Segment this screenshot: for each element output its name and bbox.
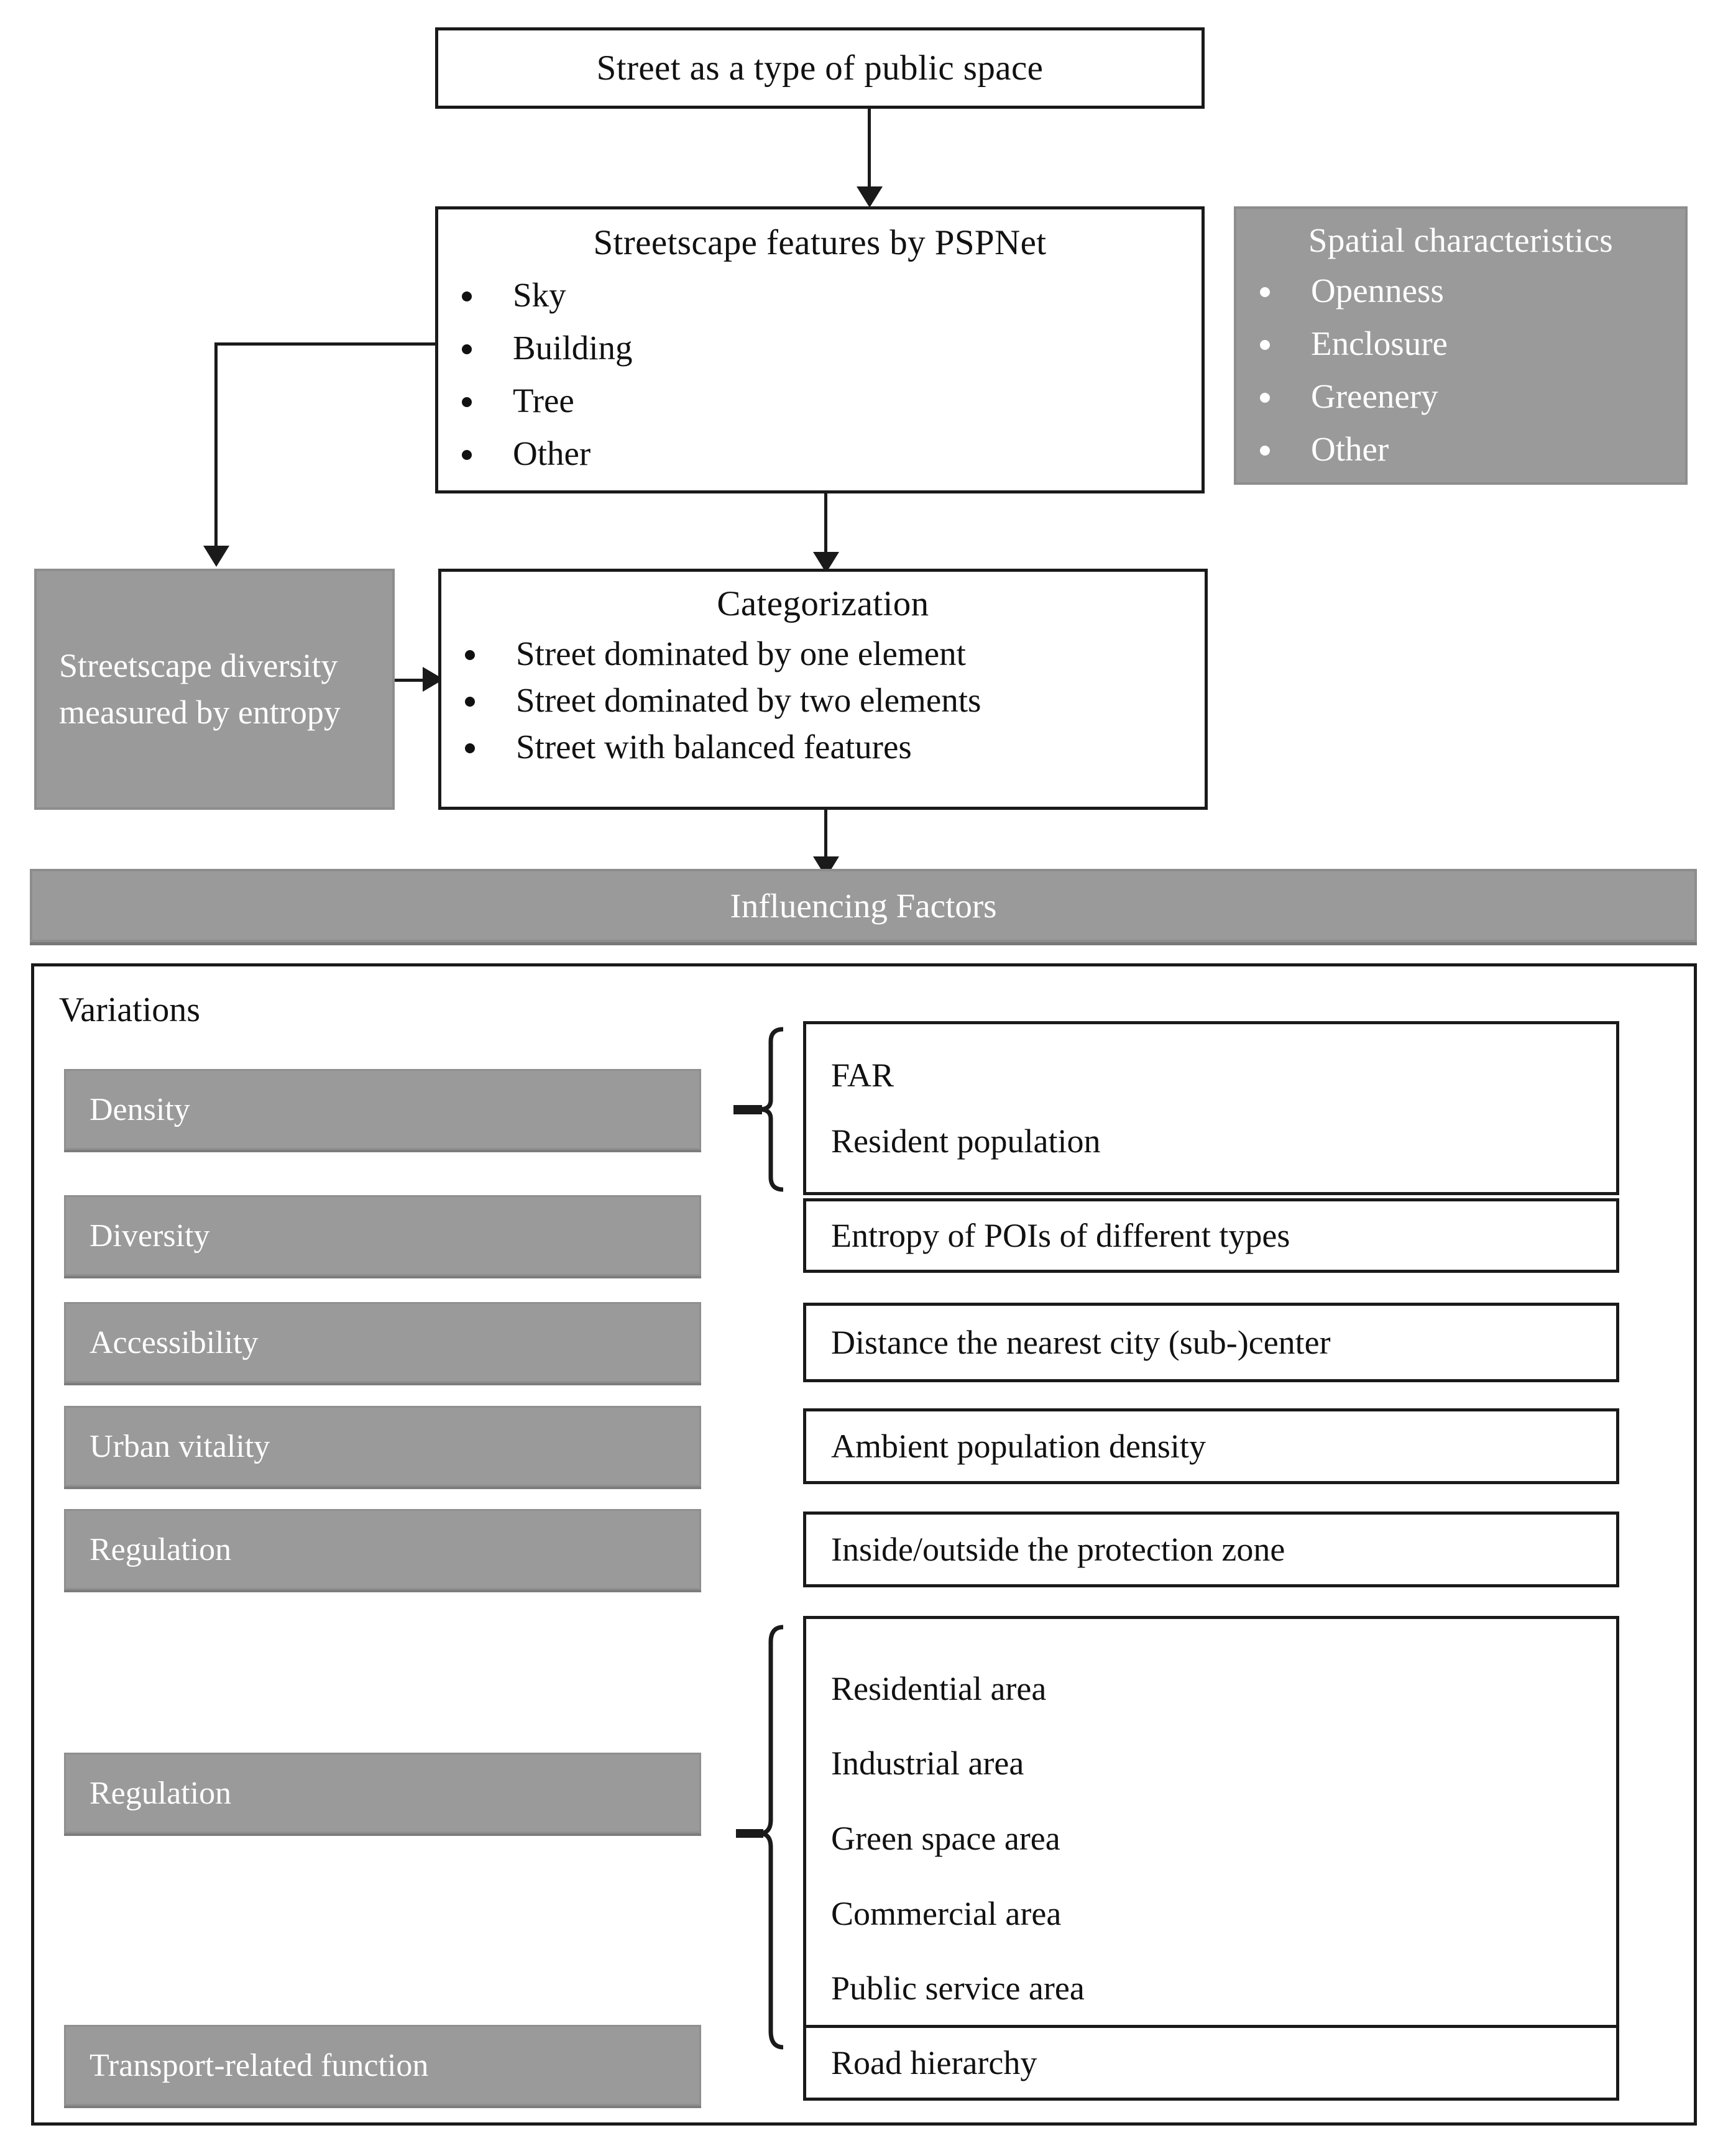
features-item: Other <box>438 436 1202 470</box>
factor-label-text: Diversity <box>90 1218 210 1254</box>
spatial-item: Other <box>1236 432 1685 466</box>
measure-box-density <box>803 1021 1619 1195</box>
connector-features-to-entropy-horizontal <box>214 342 437 346</box>
spatial-item: Greenery <box>1236 379 1685 413</box>
features-title: Streetscape features by PSPNet <box>593 223 1047 262</box>
categorization-item: Street dominated by two elements <box>441 683 1205 717</box>
factor-label-text: Transport-related function <box>90 2047 429 2083</box>
connector-categorization-to-influencing <box>824 810 827 861</box>
influencing-factors-label: Influencing Factors <box>730 886 997 925</box>
measure-box-diversity <box>803 1198 1619 1273</box>
connector-features-to-entropy-vertical <box>214 342 218 549</box>
spatial-list <box>1236 273 1685 466</box>
measure-text: Entropy of POIs of different types <box>831 1217 1290 1254</box>
factor-label-accessibility[interactable] <box>64 1302 701 1383</box>
measure-box-regulation-zone <box>803 1511 1619 1587</box>
root-box-label: Street as a type of public space <box>596 48 1044 88</box>
categorization-item: Street dominated by one element <box>441 636 1205 671</box>
spatial-item: Enclosure <box>1236 326 1685 360</box>
spatial-item: Openness <box>1236 273 1685 308</box>
factor-label-regulation-zone[interactable] <box>64 1509 701 1590</box>
factor-label-diversity[interactable] <box>64 1195 701 1276</box>
factor-label-text: Regulation <box>90 1531 232 1567</box>
entropy-label: Streetscape diversity measured by entropy <box>59 647 341 731</box>
features-item: Sky <box>438 278 1202 312</box>
features-list <box>438 275 1202 472</box>
variations-label: Variations <box>59 991 201 1029</box>
brace-density <box>728 1025 784 1193</box>
measure-text: Resident population <box>831 1122 1101 1160</box>
measure-text: Distance the nearest city (sub-)center <box>831 1324 1331 1361</box>
measure-text: Industrial area <box>831 1745 1024 1782</box>
factor-label-density[interactable] <box>64 1069 701 1150</box>
root-box <box>435 27 1205 109</box>
categorization-title: Categorization <box>717 584 929 623</box>
categorization-item: Street with balanced features <box>441 730 1205 764</box>
features-box <box>435 206 1205 493</box>
categorization-box <box>438 569 1208 810</box>
factor-label-regulation-landuse[interactable] <box>64 1753 701 1833</box>
factor-label-urban-vitality[interactable] <box>64 1406 701 1487</box>
measure-text: Public service area <box>831 1970 1085 2007</box>
categorization-list <box>441 636 1205 764</box>
measure-text: Ambient population density <box>831 1428 1206 1465</box>
connector-entropy-to-categorization <box>395 679 426 682</box>
measure-box-accessibility <box>803 1303 1619 1382</box>
entropy-box <box>34 569 395 810</box>
spatial-characteristics-box <box>1234 206 1688 485</box>
measure-box-transport <box>803 2025 1619 2101</box>
factor-label-text: Regulation <box>90 1775 232 1811</box>
connector-features-to-categorization <box>824 493 827 556</box>
arrowhead-features-to-entropy <box>203 546 229 567</box>
factor-label-text: Accessibility <box>90 1324 259 1360</box>
arrowhead-root-to-features <box>857 186 883 208</box>
spatial-title: Spatial characteristics <box>1308 221 1614 259</box>
measure-text: Inside/outside the protection zone <box>831 1531 1285 1568</box>
measure-text: Commercial area <box>831 1894 1062 1932</box>
factor-label-text: Density <box>90 1091 190 1127</box>
measure-box-urban-vitality <box>803 1408 1619 1484</box>
features-item: Building <box>438 331 1202 365</box>
measure-text: Road hierarchy <box>831 2044 1037 2081</box>
measure-text: Green space area <box>831 1819 1060 1857</box>
factor-label-text: Urban vitality <box>90 1428 270 1464</box>
brace-regulation-landuse <box>728 1623 784 2052</box>
connector-root-to-features <box>868 109 871 190</box>
factor-label-transport[interactable] <box>64 2025 701 2106</box>
measure-text: FAR <box>831 1057 894 1094</box>
measure-box-regulation-landuse <box>803 1616 1619 2061</box>
features-item: Tree <box>438 383 1202 418</box>
influencing-factors-bar <box>30 869 1697 942</box>
measure-text: Residential area <box>831 1669 1047 1707</box>
